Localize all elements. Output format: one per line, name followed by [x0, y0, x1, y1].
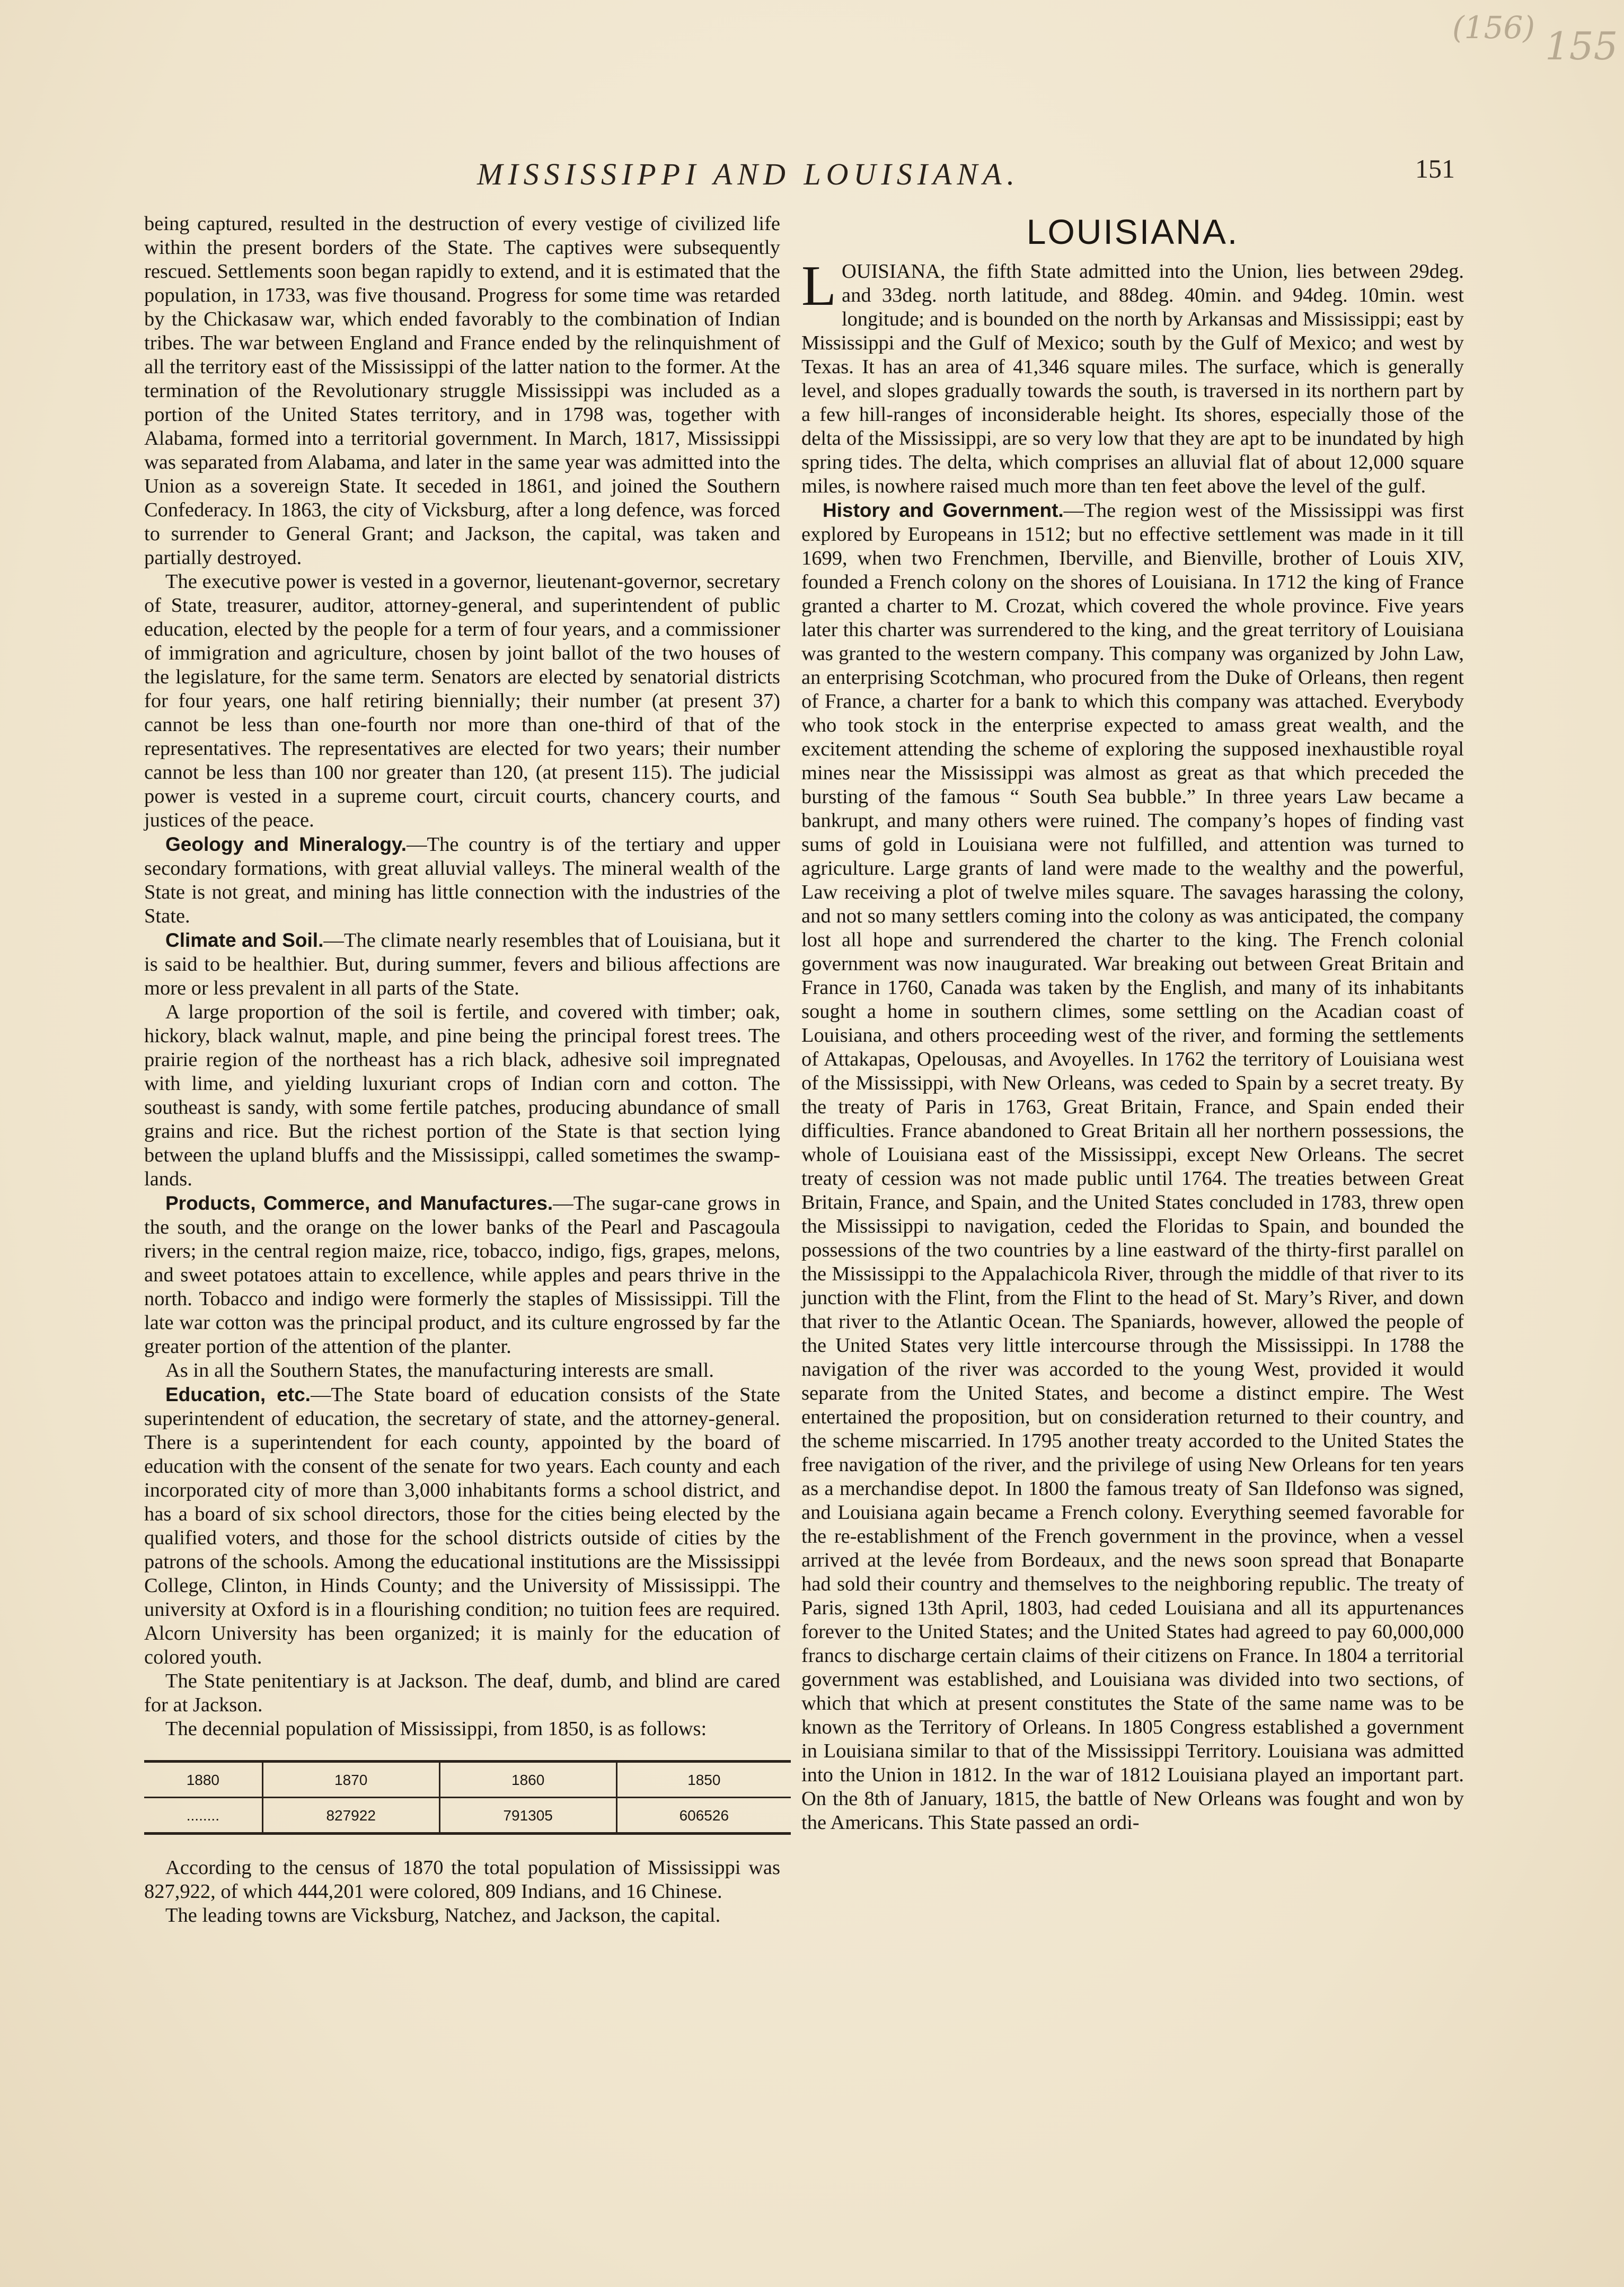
products-text: —The sugar-cane grows in the south, and the orange on the lower banks of the Pearl and Pascagoula rivers; in the central region maize, rice, tobacco, indigo, figs, grapes, melons, and sweet potatoes attain to excellence, while apples and pears thrive in the north. Tobacco and indigo were formerly the staples of Mississippi. Till the late war cotton was the principal product, and its culture engrossed by far the greater portion of the attention of the planter. [144, 1192, 780, 1358]
pencil-annotation-old-folio: (156) [1452, 10, 1535, 46]
education-text: —The State board of education consists of the State superintendent of education, the secretary of state, and the attorney-general. There is a superintendent for each county, appointed by the board of education with the consent of the senate for two years. Each county and each incorporated city of more than 3,000 inhabitants forms a school district, and has a board of six school directors, those for the cities being elected by the qualified voters, and those for the school districts outside of cities by the patrons of the schools. Among the educational institutions are the Mississippi College, Clinton, in Hinds County; and the University of Mississippi. The university at Oxford is in a flourishing condition; no tuition fees are required. Alcorn University has been organized; it is mainly for the education of colored youth. [144, 1384, 780, 1668]
drop-cap-letter: L [801, 254, 836, 318]
paragraph-geology [144, 832, 780, 928]
climate-text: —The climate nearly resembles that of Louisiana, but it is said to be healthier. But, during summer, fevers and bilious affections are more or less prevalent in all parts of the State. [144, 929, 780, 999]
population-table [144, 1760, 791, 1835]
paragraph-executive-power: The executive power is vested in a governor, lieutenant-governor, secretary of State, treasurer, auditor, attorney-general, and superintendent of public education, elected by the people for a term of four years, and a commissioner of immigration and agriculture, chosen by joint ballot of the two houses of the legislature, for the same term. Senators are elected by senatorial districts for four years, one half retiring biennially; their number (at present 37) cannot be less than one-fourth nor more than one-third of that of the representatives. The representatives are elected for two years; their number cannot be less than 100 nor greater than 120, (at present 115). The judicial power is vested in a supreme court, circuit courts, chancery courts, and justices of the peace. [144, 570, 780, 831]
paragraph-penitentiary: The State penitentiary is at Jackson. The deaf, dumb, and blind are cared for at Jackson. [144, 1670, 780, 1716]
paragraph-soil: A large proportion of the soil is fertile, and covered with timber; oak, hickory, black walnut, maple, and pine being the principal forest trees. The prairie region of the northeast has a rich black, adhesive soil impregnated with lime, and yielding luxuriant crops of Indian corn and cotton. The southeast is sandy, with some fertile patches, producing abundance of small grains and rice. But the richest portion of the State is that section lying between the upland bluffs and the Mississippi, called sometimes the swamp-lands. [144, 1001, 780, 1190]
table-row-years [144, 1762, 791, 1798]
geology-text: —The country is of the tertiary and upper secondary formations, with great alluvial valleys. The mineral wealth of the State is not great, and mining has little connection with the industries of the State. [144, 833, 780, 927]
table-cell-value: ........ [144, 1798, 262, 1834]
section-heading-climate: Climate and Soil. [165, 929, 324, 951]
page-number: 151 [1415, 154, 1455, 183]
table-cell-year: 1860 [439, 1762, 616, 1798]
paragraph-mississippi-history: being captured, resulted in the destruction of every vestige of civilized life within the present borders of the State. The captives were subsequently rescued. Settlements soon began rapidly to extend, and it is estimated that the population, in 1733, was five thousand. Progress for some time was retarded by the Chickasaw war, which ended favorably to the combination of Indian tribes. The war between England and France ended by the relinquishment of all the territory east of the Mississippi of the latter nation to the former. At the termination of the Revolutionary struggle Mississippi was included as a portion of the United States territory, and in 1798 was, together with Alabama, formed into a territorial government. In March, 1817, Mississippi was separated from Alabama, and later in the same year was admitted into the Union as a sovereign State. It seceded in 1861, and joined the Southern Confederacy. In 1863, the city of Vicksburg, after a long defence, was forced to surrender to General Grant; and Jackson, the capital, was taken and partially destroyed. [144, 213, 780, 569]
history-text: —The region west of the Mississippi was first explored by Europeans in 1512; but no effective settlement was made in it till 1699, when two Frenchmen, Iberville, and Bienville, brother of Louis XIV, founded a French colony on the shores of Louisiana. In 1712 the king of France granted a charter to M. Crozat, which covered the whole province. Five years later this charter was surrendered to the king, and the great territory of Louisiana was granted to the western company. This company was organized by John Law, an enterprising Scotchman, who procured from the Duke of Orleans, then regent of France, a charter for a bank to which this company was attached. Everybody who took stock in the enterprise expected to amass great wealth, and the excitement attending the scheme of exploring the supposed inexhaustible royal mines near the Mississippi was almost as great as that which preceded the bursting of the famous “ South Sea bubble.” In three years Law became a bankrupt, and many others were ruined. The company’s hopes of finding vast sums of gold in Louisiana were not fulfilled, and attention was turned to agriculture. Large grants of land were made to the wealthy and the powerful, Law receiving a plot of twelve miles square. The savages harassing the colony, and not so many settlers coming into the colony as was anticipated, the company lost all hope and surrendered the charter to the king. The French colonial government was now inaugurated. War breaking out between Great Britain and France in 1760, Canada was taken by the English, and many of its inhabitants sought a home in southern climes, some settling on the Acadian coast of Louisiana, and others proceeding west of the river, and forming the settlements of Attakapas, Opelousas, and Avoyelles. In 1762 the territory of Louisiana west of the Mississippi, with New Orleans, was ceded to Spain by a secret treaty. By the treaty of Paris in 1763, Great Britain, France, and Spain ended their difficulties. France abandoned to Great Britain all her northern possessions, the whole of Louisiana east of the Mississippi, except New Orleans. The secret treaty of cession was not made public until 1764. The treaties between Great Britain, France, and Spain, and the United States concluded in 1783, threw open the Mississippi to navigation, ceded the Floridas to Spain, and bounded the possessions of the two countries by a line eastward of the thirty-first parallel on the Mississippi to the Appalachicola River, through the middle of that river to its junction with the Flint, from the Flint to the head of St. Mary’s River, and down that river to the Atlantic Ocean. The Spaniards, however, allowed the people of the United States very little intercourse through the Mississippi. In 1788 the navigation of the river was accorded to the young West, provided it would separate from the United States, and become a distinct empire. The West entertained the proposition, but on consideration returned to their country, and the scheme miscarried. In 1795 another treaty accorded to the United States the free navigation of the river, and the privilege of using New Orleans for ten years as a merchandise depot. In 1800 the famous treaty of San Ildefonso was signed, and Louisiana again became a French colony. Everything seemed favorable for the re-establishment of the French government in the province, when a vessel arrived at the levée from Bordeaux, and the news soon spread that Bonaparte had sold their country and themselves to the neighboring republic. The treaty of Paris, signed 13th April, 1803, had ceded Louisiana and all its appurtenances forever to the United States; and the United States had agreed to pay 60,000,000 francs to discharge certain claims of their citizens on France. In 1804 a territorial government was established, and Louisiana was divided into two sections, of which that which at present constitutes the State of the same name was to be known as the Territory of Orleans. In 1805 Congress established a government in Louisiana similar to that of the Mississippi Territory. Louisiana was admitted into the Union in 1812. In the war of 1812 Louisiana played an important part. On the 8th of January, 1815, the battle of New Orleans was fought and won by the Americans. This State passed an ordi- [801, 499, 1464, 1834]
pencil-annotation-folio: 155 [1545, 24, 1618, 68]
table-cell-year: 1880 [144, 1762, 262, 1798]
section-title-louisiana: LOUISIANA. [1026, 212, 1239, 251]
section-heading-history: History and Government. [823, 499, 1064, 521]
paragraph-louisiana-intro [801, 254, 1464, 498]
right-column [801, 212, 1464, 1835]
table-cell-value: 606526 [616, 1798, 791, 1834]
table-cell-year: 1870 [262, 1762, 439, 1798]
paragraph-products [144, 1191, 780, 1359]
table-cell-year: 1850 [616, 1762, 791, 1798]
paragraph-history-government [801, 498, 1464, 1835]
table-cell-value: 791305 [439, 1798, 616, 1834]
left-column [144, 212, 780, 1928]
paragraph-manufacturing: As in all the Southern States, the manufacturing interests are small. [165, 1359, 714, 1382]
running-title: MISSISSIPPI AND LOUISIANA. [477, 157, 1020, 191]
table-cell-value: 827922 [262, 1798, 439, 1834]
paragraph-decennial-population: The decennial population of Mississippi, from 1850, is as follows: [165, 1718, 707, 1740]
section-heading-geology: Geology and Mineralogy. [165, 833, 407, 855]
paragraph-education [144, 1383, 780, 1669]
running-header [0, 156, 1624, 199]
section-heading-products: Products, Commerce, and Manufactures. [165, 1192, 553, 1214]
paragraph-census: According to the census of 1870 the total population of Mississippi was 827,922, of which 444,201 were colored, 809 Indians, and 16 Chinese. [144, 1857, 780, 1903]
paragraph-leading-towns: The leading towns are Vicksburg, Natchez, and Jackson, the capital. [165, 1904, 721, 1927]
paragraph-climate [144, 928, 780, 1000]
table-row-values [144, 1798, 791, 1834]
section-heading-education: Education, etc. [165, 1384, 311, 1405]
louisiana-intro-text: OUISIANA, the fifth State admitted into the Union, lies between 29deg. and 33deg. north latitude, and 88deg. 40min. and 94deg. 10min. west longitude; and is bounded on the north by Arkansas and Mississippi; east by Mississippi and the Gulf of Mexico; south by the Gulf of Mexico; and west by Texas. It has an area of 41,346 square miles. The surface, which is generally level, and slopes gradually towards the south, is traversed in its northern part by a few hill-ranges of inconsiderable height. Its shores, especially those of the delta of the Mississippi, are so very low that they are apt to be inundated by high spring tides. The delta, which comprises an alluvial flat of about 12,000 square miles, is nowhere raised much more than ten feet above the level of the gulf. [801, 260, 1464, 497]
